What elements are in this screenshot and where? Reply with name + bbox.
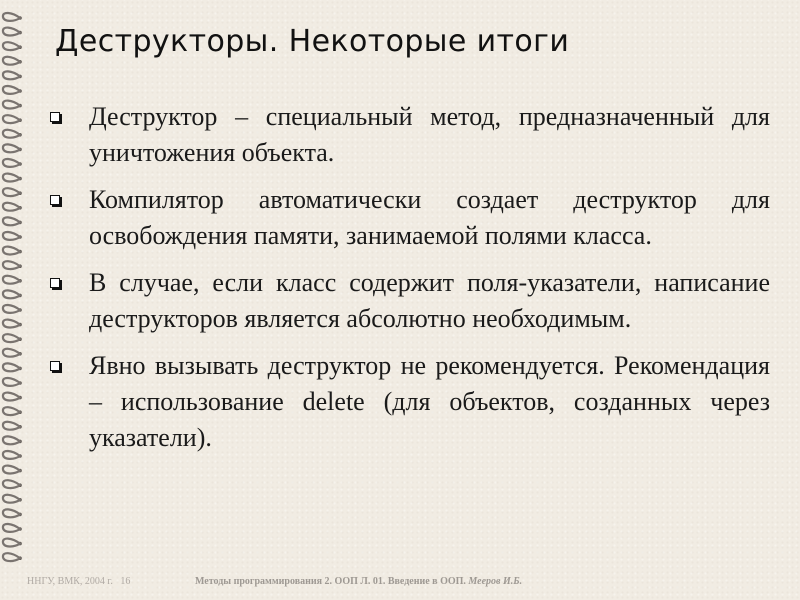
binding-loop: [3, 130, 20, 138]
bullet-text: Деструктор – специальный метод, предназначенный для уничтожения объекта.: [89, 102, 770, 167]
binding-loop: [3, 57, 20, 65]
binding-loop: [3, 101, 20, 109]
binding-loop: [3, 28, 20, 36]
slide-title: Деструкторы. Некоторые итоги: [55, 24, 570, 59]
binding-loop: [3, 159, 20, 167]
binding-loop: [3, 539, 20, 547]
bullet-text: Явно вызывать деструктор не рекомендуется. Рекомендация – использование delete (для объектов, созданных через указатели).: [89, 351, 770, 452]
footer-course: Методы программирования 2. ООП Л. 01. Введение в ООП.: [195, 576, 466, 587]
binding-loop: [3, 13, 20, 21]
binding-loop: [3, 305, 20, 313]
binding-loop: [3, 261, 20, 269]
bullet-item: [48, 182, 770, 254]
bullet-list: [48, 99, 770, 467]
bullet-text: В случае, если класс содержит поля-указатели, написание деструкторов является абсолютно необходимым.: [89, 268, 770, 333]
footer-page-number: 16: [120, 576, 131, 587]
binding-loop: [3, 466, 20, 474]
square-bullet-icon: [50, 361, 60, 371]
binding-loop: [3, 480, 20, 488]
binding-loop: [3, 349, 20, 357]
binding-loop: [3, 334, 20, 342]
square-bullet-icon: [50, 112, 60, 122]
binding-loop: [3, 407, 20, 415]
binding-loop: [3, 363, 20, 371]
binding-loop: [3, 320, 20, 328]
spiral-binding-icon: [0, 6, 32, 566]
binding-loop: [3, 217, 20, 225]
binding-loop: [3, 115, 20, 123]
binding-loop: [3, 247, 20, 255]
binding-loop: [3, 188, 20, 196]
binding-loop: [3, 509, 20, 517]
footer-left: [27, 576, 130, 587]
bullet-item: [48, 265, 770, 337]
binding-loop: [3, 42, 20, 50]
binding-loop: [3, 422, 20, 430]
bullet-text: Компилятор автоматически создает деструктор для освобождения памяти, занимаемой полями класса.: [89, 185, 770, 250]
binding-loop: [3, 86, 20, 94]
square-bullet-icon: [50, 195, 60, 205]
binding-loop: [3, 276, 20, 284]
binding-loop: [3, 436, 20, 444]
binding-loop: [3, 71, 20, 79]
square-bullet-icon: [50, 278, 60, 288]
bullet-item: [48, 99, 770, 171]
footer-center: [195, 576, 522, 587]
binding-loop: [3, 393, 20, 401]
binding-loop: [3, 524, 20, 532]
binding-loop: [3, 203, 20, 211]
binding-loop: [3, 451, 20, 459]
binding-loop: [3, 174, 20, 182]
binding-loop: [3, 495, 20, 503]
binding-loop: [3, 232, 20, 240]
footer-institution: ННГУ, ВМК, 2004 г.: [27, 576, 113, 587]
binding-loop: [3, 378, 20, 386]
binding-loop: [3, 144, 20, 152]
binding-loop: [3, 553, 20, 561]
bullet-item: [48, 348, 770, 456]
footer-author: Мееров И.Б.: [468, 576, 523, 587]
binding-loop: [3, 290, 20, 298]
